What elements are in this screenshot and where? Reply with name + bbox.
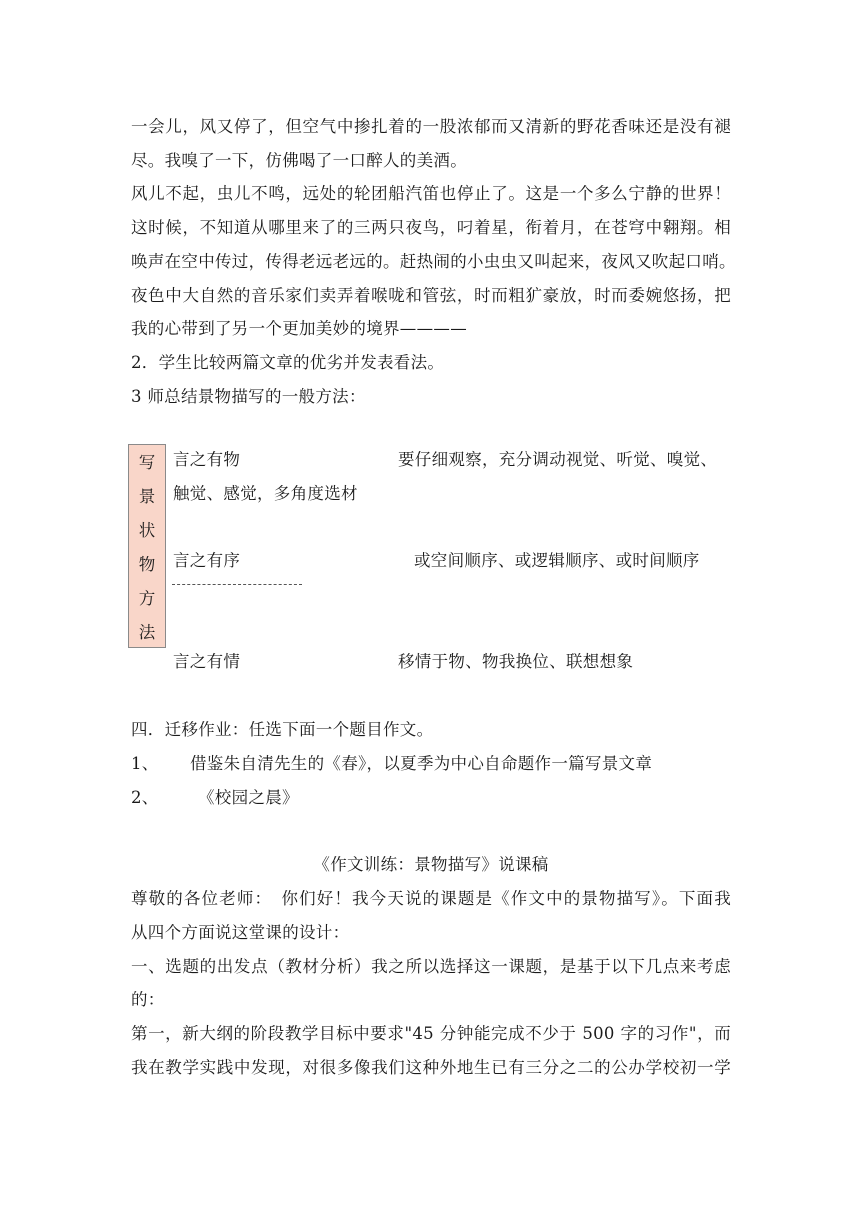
method-item2-desc: 或空间顺序、或逻辑顺序、或时间顺序 (414, 551, 700, 570)
method-item3-desc: 移情于物、物我换位、联想想象 (398, 652, 634, 671)
para1-line2: 尽。我嗅了一下，仿佛喝了一口醉人的美酒。 (131, 151, 467, 170)
dashed-rule (172, 584, 302, 585)
method-label-box (128, 444, 166, 648)
homework-item1-number: 1、 (131, 754, 159, 773)
method-label-char: 方 (138, 589, 156, 608)
method-item2-title: 言之有序 (173, 551, 241, 570)
method-item3-title: 言之有情 (173, 652, 241, 671)
method-item1-title: 言之有物 (173, 450, 241, 469)
para2-line4: 夜色中大自然的音乐家们卖弄着喉咙和管弦，时而粗犷豪放，时而委婉悠扬，把 (131, 286, 731, 305)
speech-line4: 的： (131, 990, 165, 1009)
method-label-char: 物 (138, 555, 156, 574)
para2-line1: 风儿不起，虫儿不鸣，远处的轮团船汽笛也停止了。这是一个多么宁静的世界！ (131, 184, 731, 203)
speech-title: 《作文训练：景物描写》说课稿 (313, 855, 549, 874)
homework-item1-text: 借鉴朱自清先生的《春》，以夏季为中心自命题作一篇写景文章 (190, 754, 653, 773)
para2-line3: 唤声在空中传过，传得老远老远的。赶热闹的小虫虫又叫起来，夜风又吹起口哨。 (131, 252, 736, 271)
para2-line2: 这时候，不知道从哪里来了的三两只夜鸟，叼着星，衔着月，在苍穹中翱翔。相 (131, 218, 731, 237)
method-item1-desc-cont: 触觉、感觉，多角度选材 (173, 484, 358, 503)
homework-heading: 四．迁移作业：任选下面一个题目作文。 (131, 720, 434, 739)
speech-line5: 第一，新大纲的阶段教学目标中要求"45 分钟能完成不少于 500 字的习作"，而 (131, 1024, 731, 1043)
speech-line3: 一、选题的出发点（教材分析）我之所以选择这一课题，是基于以下几点来考虑 (131, 957, 731, 976)
homework-item2-text: 《校园之晨》 (198, 788, 299, 807)
speech-line6: 我在教学实践中发现，对很多像我们这种外地生已有三分之二的公办学校初一学 (131, 1058, 731, 1077)
method-item1-desc: 要仔细观察，充分调动视觉、听觉、嗅觉、 (398, 450, 718, 469)
para1-line1: 一会儿，风又停了，但空气中掺扎着的一股浓郁而又清新的野花香味还是没有褪 (131, 117, 731, 136)
speech-line2: 从四个方面说这堂课的设计： (131, 923, 350, 942)
method-label-char: 景 (138, 487, 156, 506)
homework-item2-number: 2、 (131, 788, 159, 807)
speech-line1: 尊敬的各位老师： 你们好！我今天说的课题是《作文中的景物描写》。下面我 (131, 889, 731, 908)
para2-line5: 我的心带到了另一个更加美妙的境界———— (131, 319, 467, 338)
step2-text: 2．学生比较两篇文章的优劣并发表看法。 (131, 353, 445, 372)
method-label-char: 状 (138, 521, 156, 540)
step3-text: 3 师总结景物描写的一般方法： (131, 387, 366, 406)
method-label-char: 法 (138, 623, 156, 642)
method-label-char: 写 (138, 453, 156, 472)
